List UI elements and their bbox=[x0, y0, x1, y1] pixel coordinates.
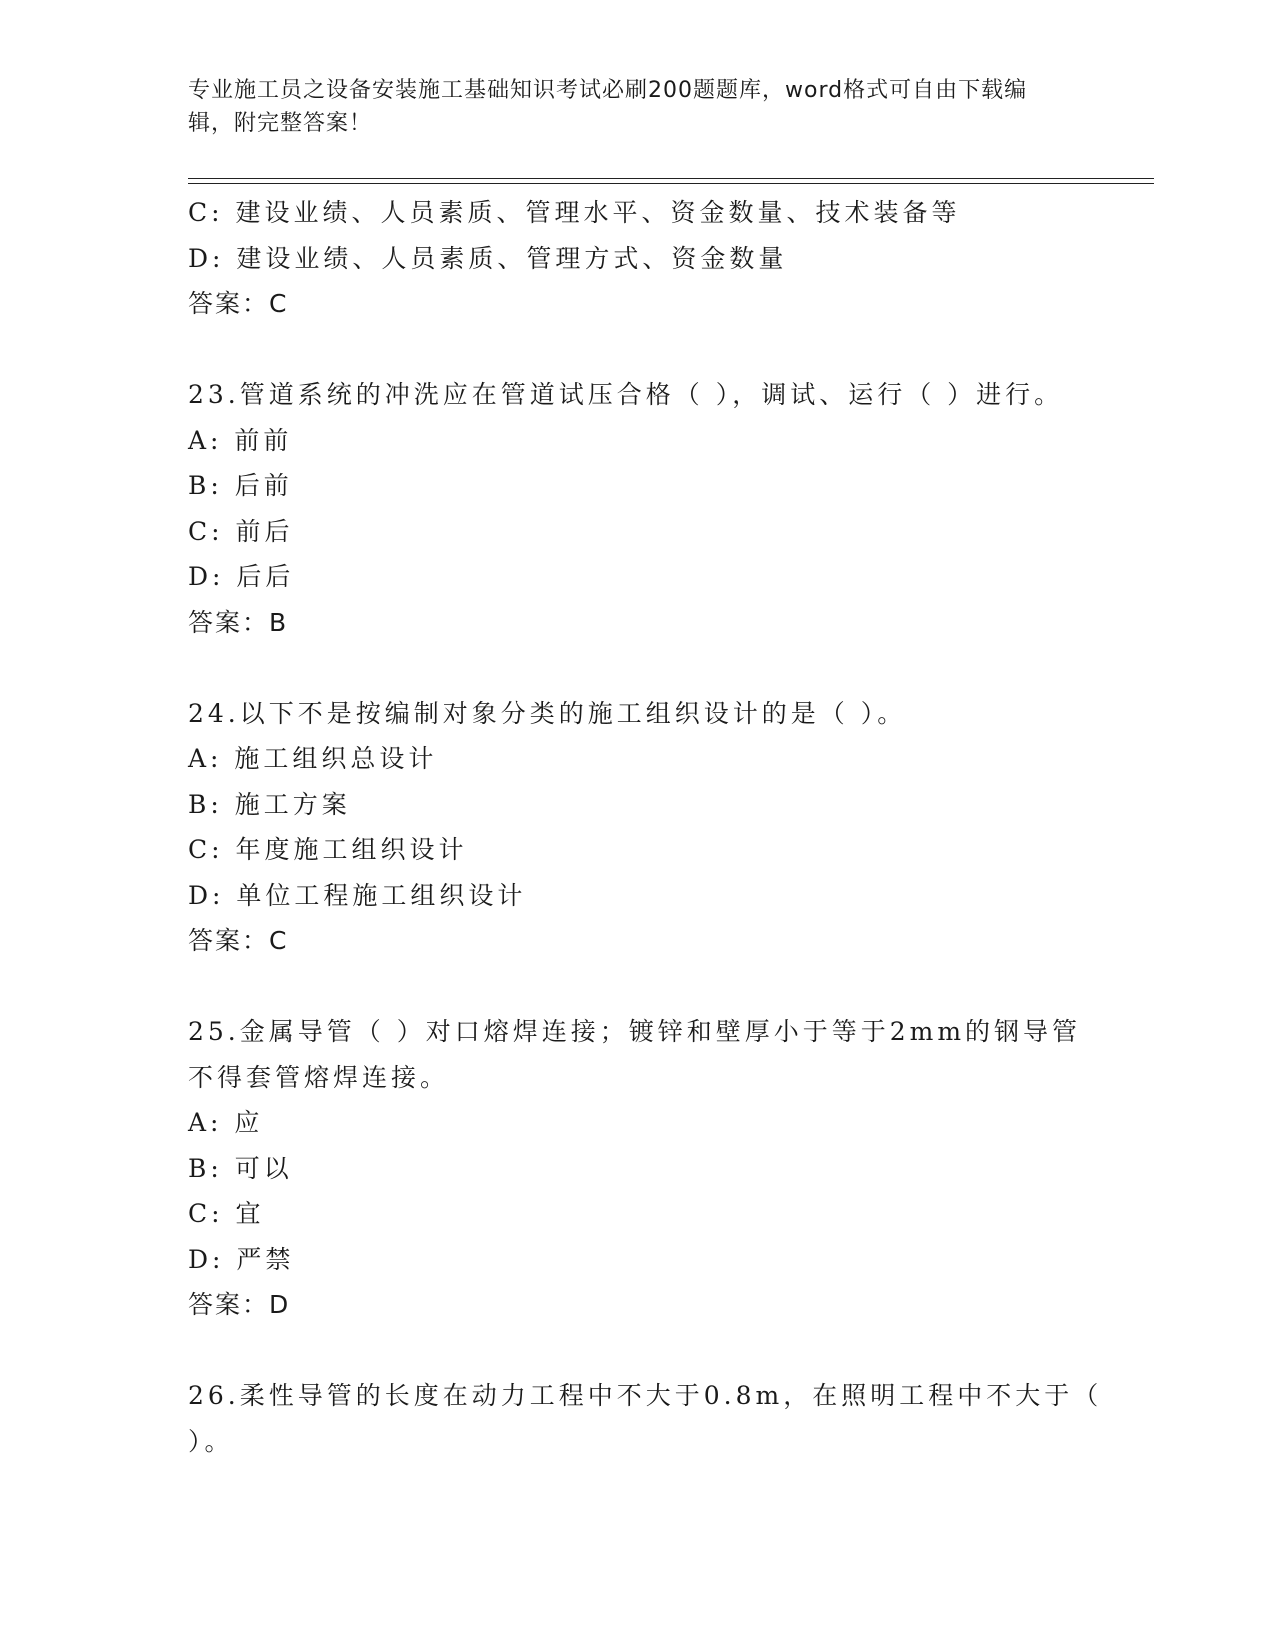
option-line: A: 施工组织总设计 bbox=[188, 744, 438, 773]
option-line: A: 前前 bbox=[188, 425, 293, 455]
question-content bbox=[188, 190, 1103, 1464]
option-line: D: 建设业绩、人员素质、管理方式、资金数量 bbox=[188, 243, 788, 273]
question-line: 24.以下不是按编制对象分类的施工组织设计的是（ ）。 bbox=[188, 698, 907, 728]
answer-line: 答案：D bbox=[188, 1290, 291, 1319]
option-line: B: 施工方案 bbox=[188, 789, 351, 819]
question-line-continued: 不得套管熔焊连接。 bbox=[188, 1062, 450, 1092]
spacer bbox=[188, 645, 1088, 691]
answer-line: 答案：C bbox=[188, 926, 289, 955]
option-line: C: 建设业绩、人员素质、管理水平、资金数量、技术装备等 bbox=[188, 198, 961, 227]
question-line: 25.金属导管（ ）对口熔焊连接；镀锌和壁厚小于等于2mm的钢导管 bbox=[188, 1017, 1082, 1046]
option-line: D: 单位工程施工组织设计 bbox=[188, 880, 527, 910]
option-line: B: 后前 bbox=[188, 471, 293, 500]
option-line: C: 年度施工组织设计 bbox=[188, 835, 468, 864]
option-line: C: 前后 bbox=[188, 516, 294, 546]
question-line: 26.柔性导管的长度在动力工程中不大于0.8m，在照明工程中不大于（ bbox=[188, 1381, 1103, 1410]
option-line: D: 严禁 bbox=[188, 1244, 295, 1274]
document-header: 专业施工员之设备安装施工基础知识考试必刷200题题库，word格式可自由下载编辑，附完整答案！ bbox=[188, 78, 1028, 136]
option-line: A: 应 bbox=[188, 1108, 264, 1137]
option-line: C: 宜 bbox=[188, 1199, 265, 1228]
header-divider-bottom bbox=[188, 183, 1154, 184]
answer-line: 答案：C bbox=[188, 289, 289, 318]
option-line: B: 可以 bbox=[188, 1153, 293, 1183]
spacer bbox=[188, 327, 1088, 373]
spacer bbox=[188, 1328, 1088, 1374]
question-line-continued: ）。 bbox=[188, 1426, 234, 1456]
spacer bbox=[188, 964, 1088, 1010]
option-line: D: 后后 bbox=[188, 562, 295, 591]
answer-line: 答案：B bbox=[188, 607, 289, 637]
question-line: 23.管道系统的冲洗应在管道试压合格（ ），调试、运行（ ）进行。 bbox=[188, 380, 1064, 409]
header-divider-top bbox=[188, 178, 1154, 179]
